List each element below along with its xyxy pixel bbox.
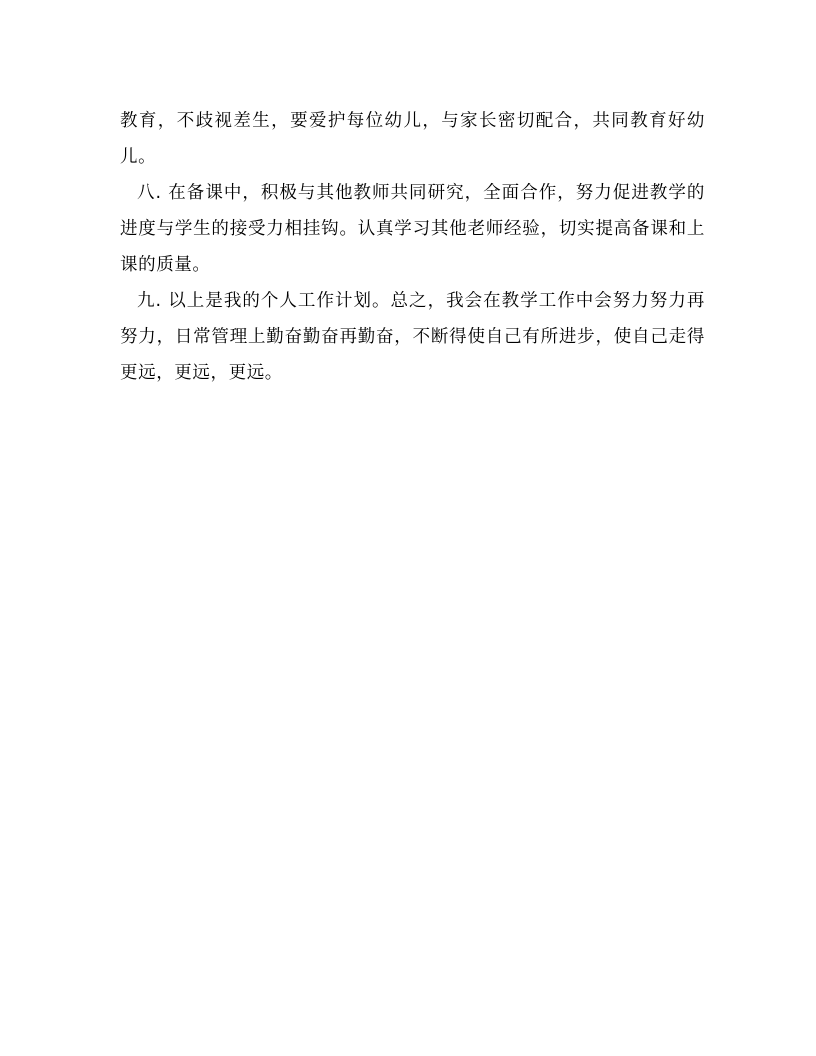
paragraph-continuation: 教育，不歧视差生，要爱护每位幼儿，与家长密切配合，共同教育好幼儿。	[120, 111, 705, 167]
paragraph-item-8: 八. 在备课中，积极与其他教师共同研究，全面合作，努力促进教学的进度与学生的接受力相挂钩。认真学习其他老师经验，切实提高备课和上课的质量。	[120, 183, 705, 275]
paragraph-item-9: 九. 以上是我的个人工作计划。总之，我会在教学工作中会努力努力再努力，日常管理上勤奋勤奋再勤奋，不断得使自己有所进步，使自己走得更远，更远，更远。	[120, 291, 705, 383]
page-body	[120, 103, 705, 391]
